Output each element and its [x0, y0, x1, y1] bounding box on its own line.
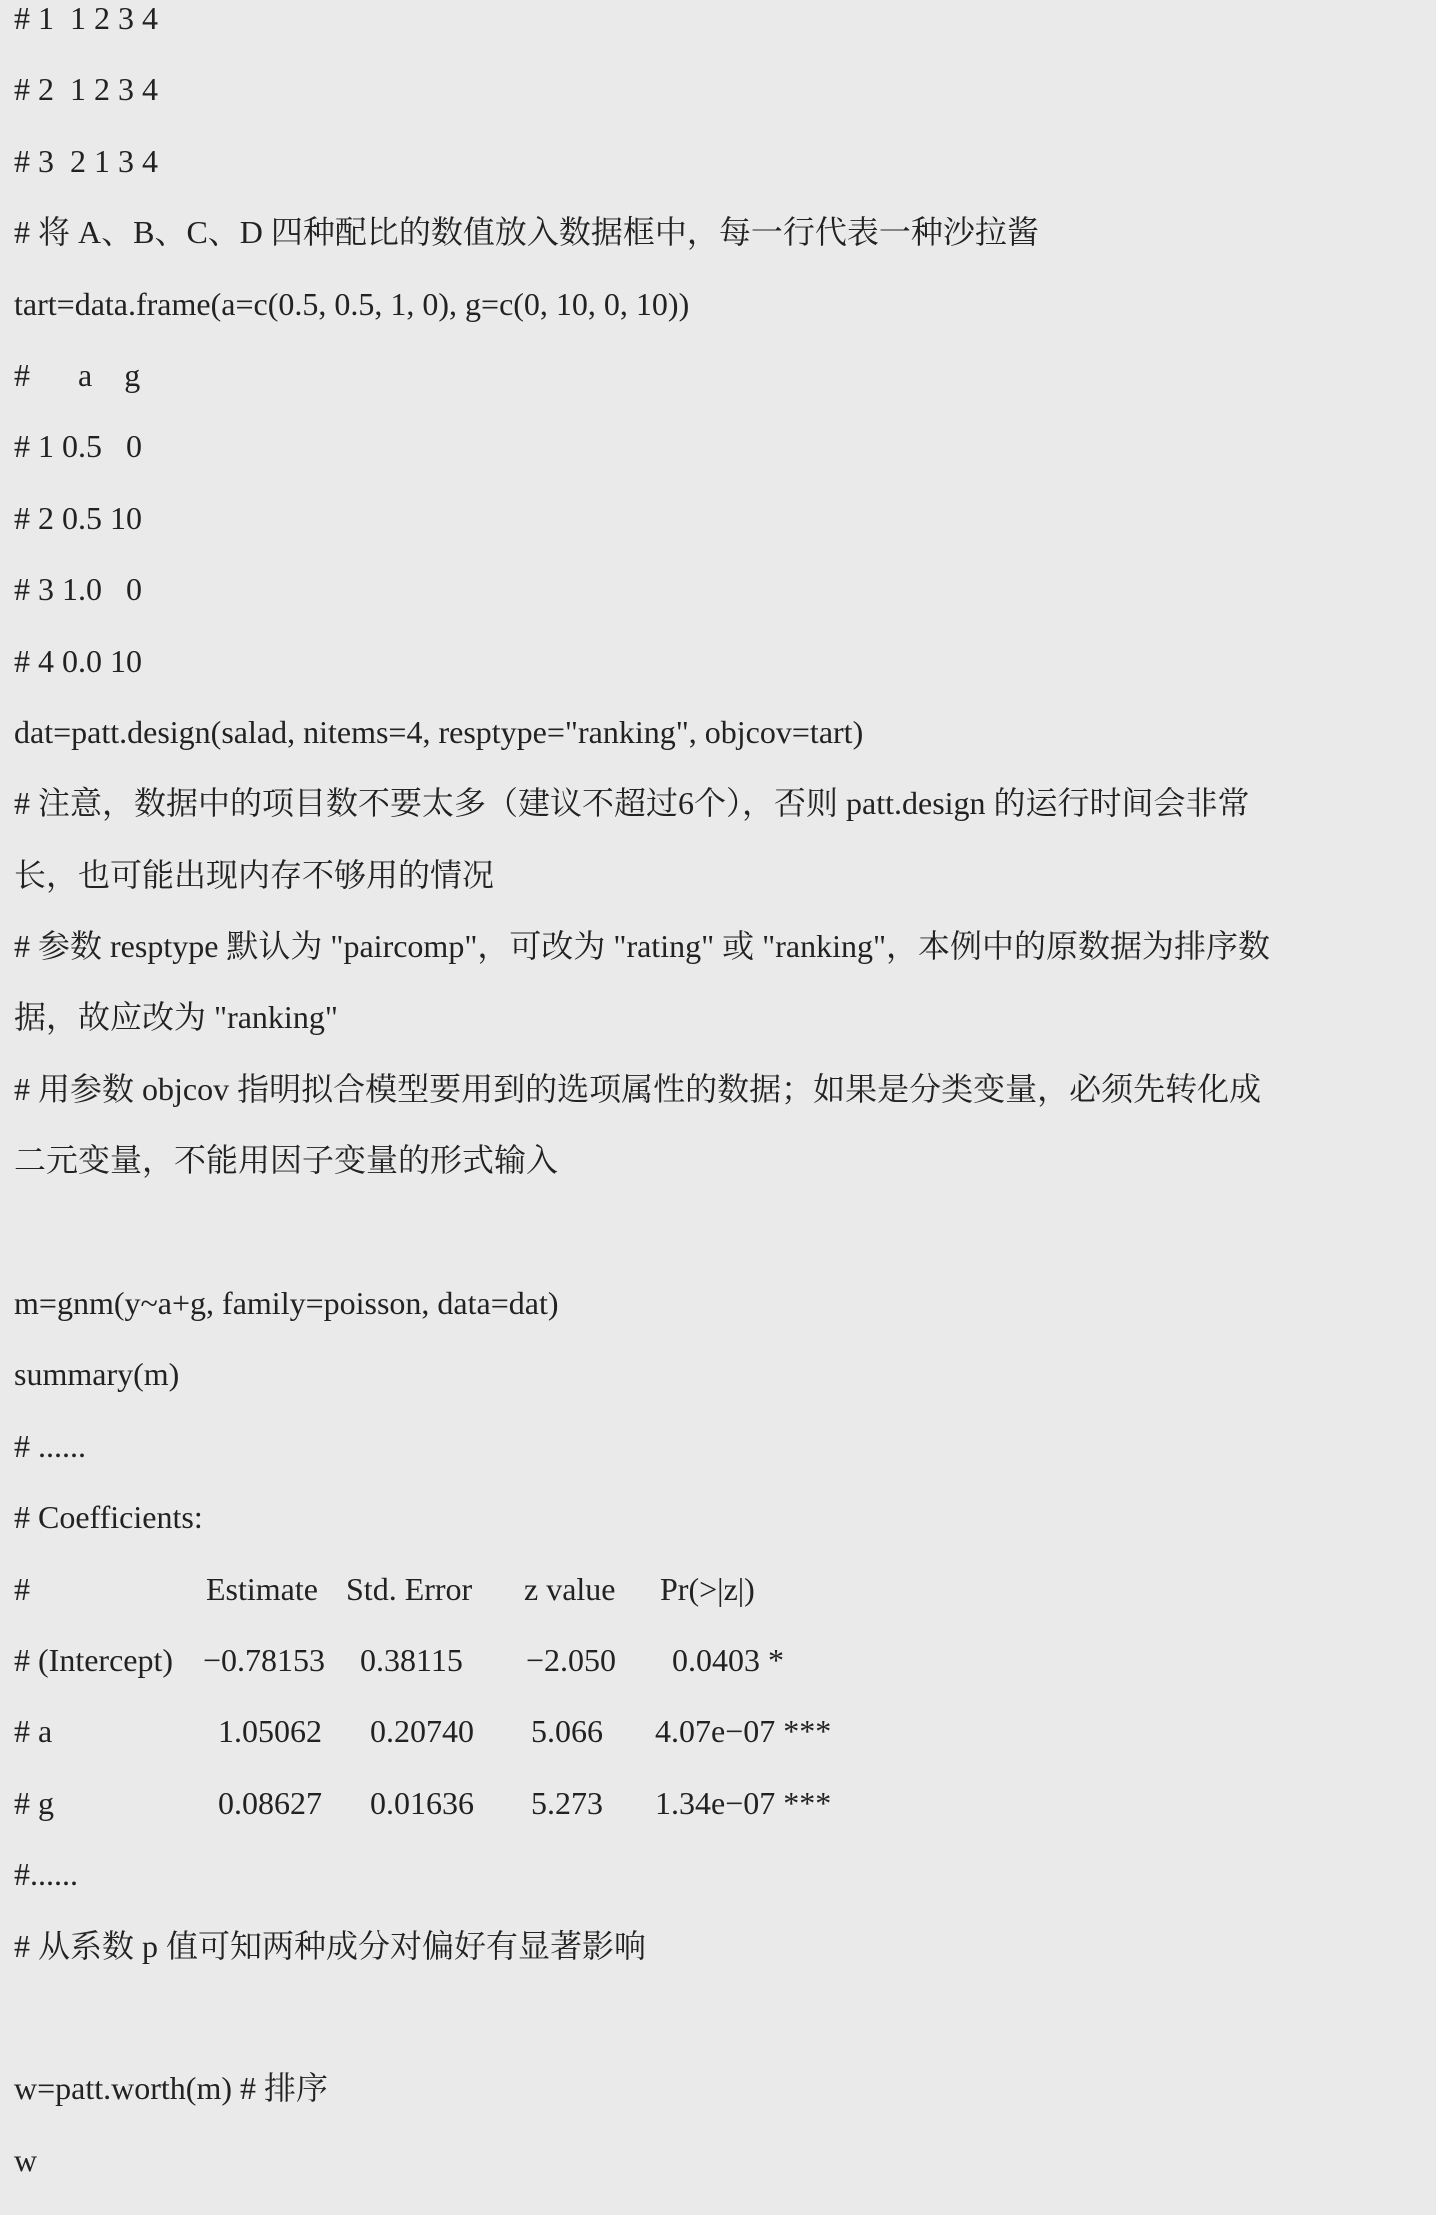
comment-line: # 参数 resptype 默认为 "paircomp"，可改为 "rating" 或 "ranking"，本例中的原数据为排序数	[14, 928, 1271, 965]
code-line: # ......	[14, 1427, 86, 1464]
comment-line: 据，故应改为 "ranking"	[14, 999, 338, 1036]
code-line: w	[14, 2141, 38, 2178]
coef-term: # g	[14, 1784, 54, 1821]
coef-estimate: 1.05062	[218, 1713, 322, 1750]
coef-header-hash: #	[14, 1570, 30, 1607]
comment-line: # 用参数 objcov 指明拟合模型要用到的选项属性的数据；如果是分类变量，必须先转化成	[14, 1070, 1262, 1107]
coef-std-error: 0.01636	[370, 1784, 474, 1821]
code-line: # a g	[14, 356, 141, 393]
coef-p-value: 4.07e−07 ***	[655, 1713, 832, 1750]
coef-estimate: −0.78153	[203, 1641, 326, 1678]
comment-line: 长，也可能出现内存不够用的情况	[14, 856, 495, 893]
comment-line: # 从系数 p 值可知两种成分对偏好有显著影响	[14, 1927, 647, 1964]
comment-line: 二元变量，不能用因子变量的形式输入	[14, 1142, 559, 1179]
code-line: # 3 1.0 0	[14, 571, 142, 608]
coef-term: # a	[14, 1713, 53, 1750]
coef-z-value: 5.273	[531, 1784, 603, 1821]
coefficients-row-a	[0, 1713, 1436, 1784]
coef-std-error: 0.38115	[360, 1641, 463, 1678]
code-line: #......	[14, 1856, 78, 1893]
code-line: # 3 2 1 3 4	[14, 142, 158, 179]
comment-line: # 将 A、B、C、D 四种配比的数值放入数据框中，每一行代表一种沙拉酱	[14, 214, 1039, 251]
coef-z-value: 5.066	[531, 1713, 603, 1750]
coef-header-z-value: z value	[524, 1570, 616, 1607]
blank-line	[0, 1999, 1436, 2070]
blank-line	[0, 1214, 1436, 1285]
coef-header-std-error: Std. Error	[346, 1570, 473, 1607]
coef-term: # (Intercept)	[14, 1641, 174, 1678]
code-line: # 1 0.5 0	[14, 428, 142, 465]
code-line: summary(m)	[14, 1356, 180, 1393]
code-line: # 4 0.0 10	[14, 642, 142, 679]
comment-note-nitems	[0, 785, 1436, 928]
code-line: # 2 1 2 3 4	[14, 71, 158, 108]
comment-note-resptype	[0, 928, 1436, 1071]
code-line: tart=data.frame(a=c(0.5, 0.5, 1, 0), g=c(0, 10, 0, 10))	[14, 285, 690, 322]
coef-std-error: 0.20740	[370, 1713, 474, 1750]
comment-note-objcov	[0, 1071, 1436, 1214]
code-line: # 1 1 2 3 4	[14, 0, 158, 36]
coef-estimate: 0.08627	[218, 1784, 322, 1821]
coefficients-row-intercept	[0, 1642, 1436, 1713]
code-line: # Coefficients:	[14, 1499, 203, 1536]
comment-line: # 注意，数据中的项目数不要太多（建议不超过6个），否则 patt.design 的运行时间会非常	[14, 785, 1250, 822]
coef-header-estimate: Estimate	[206, 1570, 318, 1607]
code-line: dat=patt.design(salad, nitems=4, resptype="ranking", objcov=tart)	[14, 713, 864, 750]
code-line: # 2 0.5 10	[14, 499, 142, 536]
coefficients-row-g	[0, 1785, 1436, 1856]
coef-z-value: −2.050	[526, 1641, 617, 1678]
coef-p-value: 1.34e−07 ***	[655, 1784, 832, 1821]
coef-header-p-value: Pr(>|z|)	[660, 1570, 755, 1607]
coefficients-header	[0, 1571, 1436, 1642]
code-line: m=gnm(y~a+g, family=poisson, data=dat)	[14, 1285, 559, 1322]
coef-p-value: 0.0403 *	[672, 1641, 784, 1678]
code-line: w=patt.worth(m) # 排序	[14, 2070, 329, 2107]
